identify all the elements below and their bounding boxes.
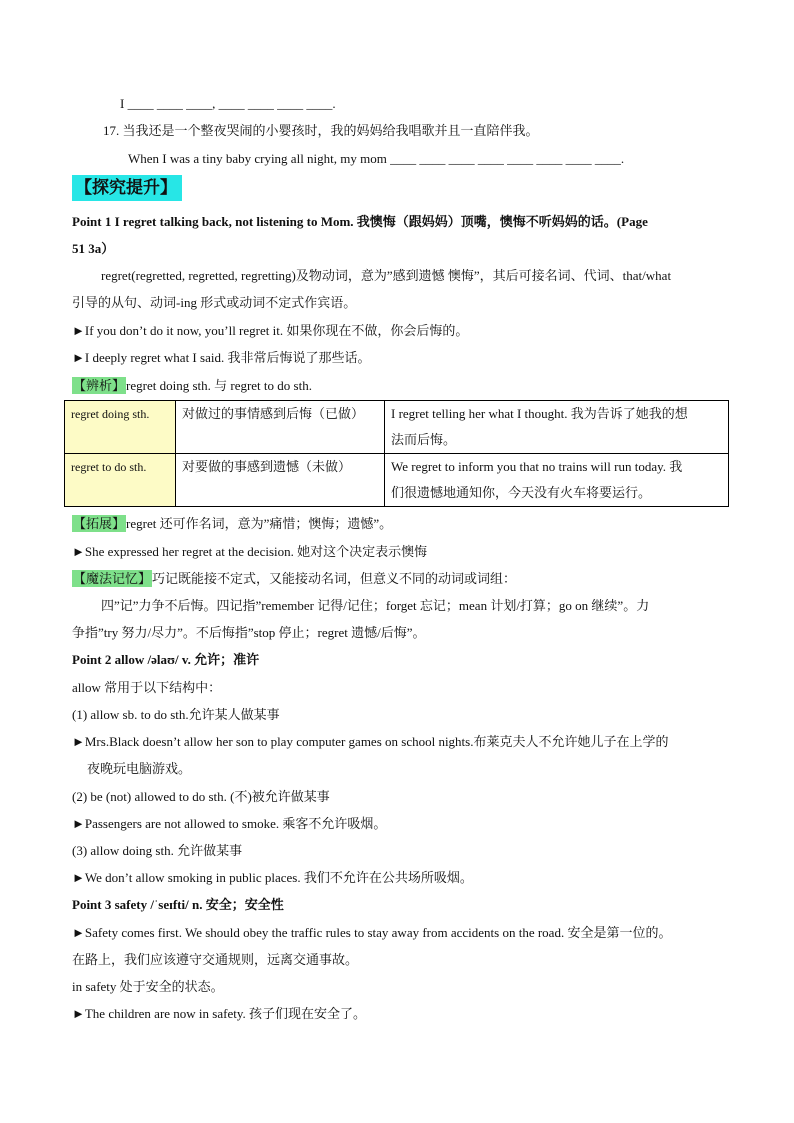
- point3-example-2: ►The children are now in safety. 孩子们现在安全了。: [72, 1006, 366, 1021]
- point2-structure-1: (1) allow sb. to do sth.允许某人做某事: [72, 707, 280, 722]
- memory-line: [72, 570, 516, 587]
- table-row: [65, 454, 729, 507]
- extension-text: regret 还可作名词，意为”痛惜；懊悔；遗憾”。: [126, 516, 393, 531]
- analysis-line: [72, 377, 312, 394]
- section-header: 【探究提升】: [72, 175, 182, 201]
- example-line: I regret telling her what I thought. 我为告诉了她我的想: [391, 406, 688, 421]
- table-row: [65, 401, 729, 454]
- answer-line-16: I ____ ____ ____, ____ ____ ____ ____.: [120, 96, 336, 111]
- question-17-english: When I was a tiny baby crying all night, my mom ____ ____ ____ ____ ____ ____ ____ ____.: [128, 151, 625, 166]
- extension-tag: 【拓展】: [73, 516, 126, 531]
- table-cell-example: [385, 454, 729, 507]
- point3-phrase: in safety 处于安全的状态。: [72, 979, 224, 994]
- comparison-table: [64, 400, 729, 507]
- point2-structure-1-example: ►Mrs.Black doesn’t allow her son to play computer games on school nights.布莱克夫人不允许她儿子在上学的: [72, 734, 669, 749]
- table-cell-phrase: regret doing sth.: [65, 401, 176, 454]
- analysis-text: regret doing sth. 与 regret to do sth.: [126, 378, 312, 393]
- point1-explanation-cont: 引导的从句、动词-ing 形式或动词不定式作宾语。: [72, 295, 357, 310]
- point2-structure-3-example: ►We don’t allow smoking in public places. 我们不允许在公共场所吸烟。: [72, 870, 473, 885]
- table-cell-meaning: 对做过的事情感到后悔（已做）: [176, 401, 385, 454]
- point3-example-1-cont: 在路上，我们应该遵守交通规则，远离交通事故。: [72, 952, 359, 967]
- point2-structure-1-example-cont: 夜晚玩电脑游戏。: [87, 761, 192, 776]
- memory-tag: 【魔法记忆】: [73, 571, 152, 586]
- memory-rhyme-cont: 争指”try 努力/尽力”。不后悔指”stop 停止；regret 遗憾/后悔”。: [72, 625, 426, 640]
- point2-title: Point 2 allow /əlaʊ/ v. 允许；准许: [72, 652, 260, 667]
- table-cell-meaning: 对要做的事感到遗憾（未做）: [176, 454, 385, 507]
- point1-title-cont: 51 3a）: [72, 241, 115, 256]
- extension-line: [72, 515, 392, 532]
- point3-example-1: ►Safety comes first. We should obey the traffic rules to stay away from accidents on the road. 安全是第一位的。: [72, 925, 672, 940]
- extension-example: ►She expressed her regret at the decision. 她对这个决定表示懊悔: [72, 544, 428, 559]
- table-cell-example: [385, 401, 729, 454]
- point2-structure-3: (3) allow doing sth. 允许做某事: [72, 843, 243, 858]
- example-line: 们很遗憾地通知你，今天没有火车将要运行。: [391, 485, 652, 500]
- point1-title: Point 1 I regret talking back, not listening to Mom. 我懊悔（跟妈妈）顶嘴，懊悔不听妈妈的话。(Page: [72, 214, 648, 229]
- table-cell-phrase: regret to do sth.: [65, 454, 176, 507]
- point3-title: Point 3 safety /ˈseɪfti/ n. 安全；安全性: [72, 897, 284, 912]
- memory-rhyme: 四”记”力争不后悔。四记指”remember 记得/记住；forget 忘记；mean 计划/打算；go on 继续”。力: [101, 598, 650, 613]
- example-line: 法而后悔。: [391, 432, 457, 447]
- question-17: 17. 当我还是一个整夜哭闹的小婴孩时，我的妈妈给我唱歌并且一直陪伴我。: [103, 123, 539, 138]
- memory-text: 巧记既能接不定式，又能接动名词，但意义不同的动词或词组：: [152, 571, 517, 586]
- analysis-tag: 【辨析】: [73, 378, 126, 393]
- point1-example-2: ►I deeply regret what I said. 我非常后悔说了那些话。: [72, 350, 371, 365]
- point2-structure-2-example: ►Passengers are not allowed to smoke. 乘客不允许吸烟。: [72, 816, 387, 831]
- example-line: We regret to inform you that no trains will run today. 我: [391, 459, 683, 474]
- point1-example-1: ►If you don’t do it now, you’ll regret it. 如果你现在不做，你会后悔的。: [72, 323, 469, 338]
- point2-intro: allow 常用于以下结构中：: [72, 680, 222, 695]
- point2-structure-2: (2) be (not) allowed to do sth. (不)被允许做某事: [72, 789, 330, 804]
- point1-explanation: regret(regretted, regretted, regretting)及物动词，意为”感到遗憾 懊悔”，其后可接名词、代词、that/what: [101, 268, 672, 283]
